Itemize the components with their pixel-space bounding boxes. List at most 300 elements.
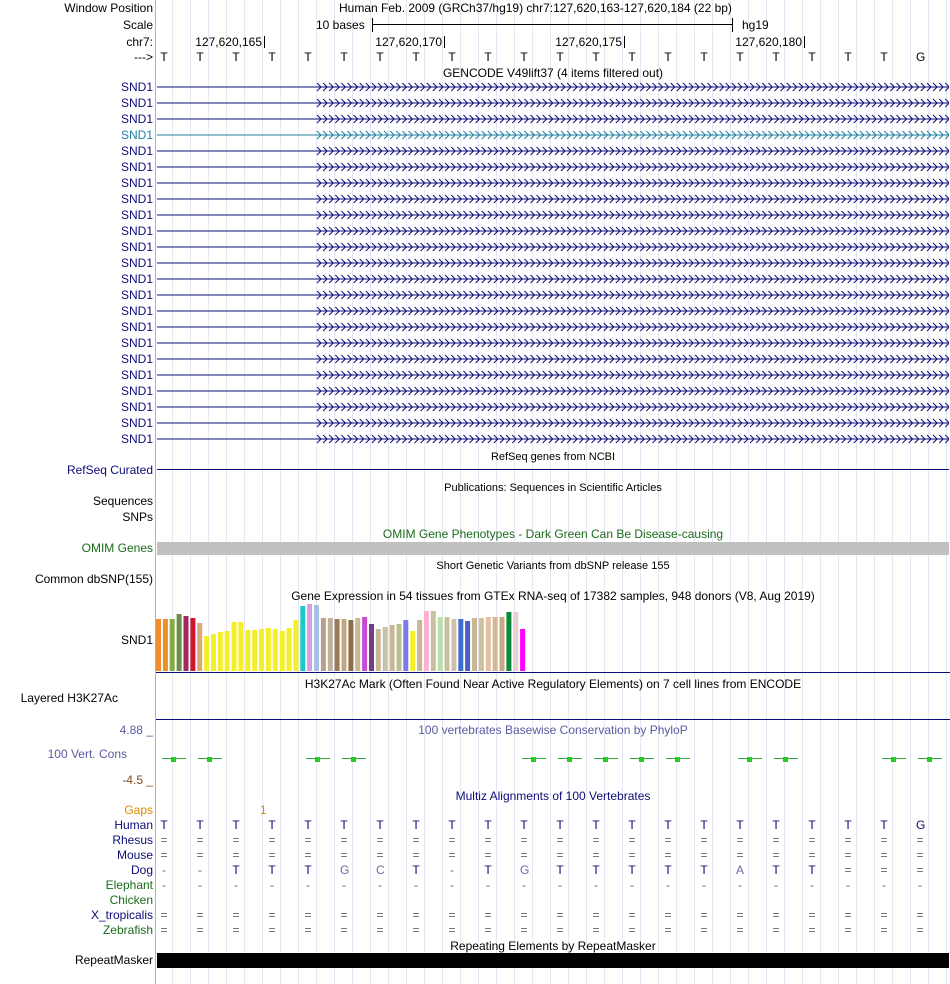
multiz-base: = [304,923,312,937]
gtex-tissue-bar[interactable] [424,611,429,671]
gtex-tissue-bar[interactable] [190,618,195,671]
multiz-base: = [628,908,636,922]
multiz-base: = [340,908,348,922]
multiz-base: - [450,863,454,877]
gtex-tissue-bar[interactable] [458,619,463,671]
multiz-base: = [664,833,672,847]
base-letter: T [412,50,420,64]
phylop-track-label[interactable]: 100 Vert. Cons [47,747,127,761]
multiz-base: = [844,848,852,862]
gtex-tissue-bar[interactable] [369,624,374,671]
multiz-base: T [484,818,492,832]
gencode-transcript[interactable] [157,130,949,140]
multiz-base: = [412,908,420,922]
gencode-transcript-label[interactable]: SND1 [120,160,153,174]
multiz-base: = [448,908,456,922]
multiz-base: = [628,923,636,937]
gencode-transcript[interactable] [157,354,949,364]
multiz-base: = [772,848,780,862]
multiz-species-label[interactable]: Dog [130,863,153,877]
multiz-base: = [808,908,816,922]
gtex-tissue-bar[interactable] [287,628,292,671]
multiz-base: T [412,863,420,877]
multiz-species-label[interactable]: Mouse [116,848,153,862]
multiz-base: - [558,878,562,892]
gencode-transcript[interactable] [157,82,949,92]
phylop-score-bar [531,757,536,762]
multiz-base: = [484,833,492,847]
phylop-min-label: -4.5 _ [122,773,153,787]
base-letter: T [592,50,600,64]
gencode-transcript[interactable] [157,370,949,380]
gaps-label: Gaps [124,803,153,817]
gencode-transcript-label[interactable]: SND1 [120,400,153,414]
multiz-base: = [664,908,672,922]
multiz-base: - [198,863,202,877]
assembly-label: hg19 [742,18,769,32]
multiz-base: = [448,833,456,847]
base-letter: T [232,50,240,64]
multiz-base: G [520,863,530,877]
phylop-score-bar [315,757,320,762]
multiz-base: = [160,833,168,847]
phylop-score-bar [567,757,572,762]
gtex-tissue-bar[interactable] [506,612,511,671]
multiz-base: - [306,878,310,892]
multiz-base: = [844,908,852,922]
multiz-base: - [630,878,634,892]
gtex-tissue-bar[interactable] [204,636,209,671]
gencode-transcript-label[interactable]: SND1 [120,144,153,158]
gtex-tissue-bar[interactable] [156,619,161,671]
multiz-base: = [520,833,528,847]
multiz-base: G [340,863,350,877]
h3k27ac-track-label[interactable]: Layered H3K27Ac [20,691,118,705]
multiz-base: T [160,818,168,832]
base-letter: T [520,50,528,64]
base-letter: T [304,50,312,64]
coordinate-tick-mark [444,36,445,48]
multiz-base: = [592,848,600,862]
multiz-base: - [702,878,706,892]
multiz-base: - [234,878,238,892]
multiz-base: = [700,833,708,847]
gtex-tissue-bar[interactable] [376,629,381,671]
multiz-base: T [304,863,312,877]
multiz-base: T [556,818,564,832]
multiz-species-label[interactable]: X_tropicalis [90,908,153,922]
publications-sequences-label[interactable]: Sequences [92,494,153,508]
gencode-transcript-label[interactable]: SND1 [120,288,153,302]
gtex-tissue-bar[interactable] [390,625,395,671]
multiz-base: - [666,878,670,892]
multiz-base: = [376,908,384,922]
multiz-base: - [918,878,922,892]
base-letter: T [844,50,852,64]
chrom-label: chr7: [126,35,153,49]
gtex-tissue-bar[interactable] [438,617,443,671]
base-letter: T [664,50,672,64]
gencode-transcript-label[interactable]: SND1 [120,208,153,222]
dbsnp-track-title[interactable]: Short Genetic Variants from dbSNP release 155 [436,560,670,572]
gtex-tissue-bar[interactable] [163,619,168,671]
gencode-transcript-label[interactable]: SND1 [120,256,153,270]
gtex-tissue-bar[interactable] [500,617,505,671]
refseq-track-title[interactable]: RefSeq genes from NCBI [490,451,616,463]
multiz-base: = [268,908,276,922]
gencode-transcript[interactable] [157,226,949,236]
multiz-base: = [592,833,600,847]
multiz-base: = [304,833,312,847]
gtex-tissue-bar[interactable] [293,620,298,671]
multiz-base: = [196,848,204,862]
gencode-transcript[interactable] [157,290,949,300]
multiz-base: T [880,818,888,832]
gencode-transcript[interactable] [157,98,949,108]
multiz-track-title[interactable]: Multiz Alignments of 100 Vertebrates [455,789,651,803]
repeatmasker-bar[interactable] [157,953,949,968]
gtex-tissue-bar[interactable] [486,617,491,671]
gtex-tissue-bar[interactable] [232,622,237,671]
multiz-base: - [342,878,346,892]
gtex-tissue-bar[interactable] [383,627,388,671]
multiz-base: = [772,923,780,937]
gtex-tissue-bar[interactable] [280,631,285,671]
phylop-score-bar [783,757,788,762]
coordinate-tick-label: 127,620,165 [195,35,262,49]
coordinate-tick-label: 127,620,175 [555,35,622,49]
multiz-species-label[interactable]: Zebrafish [102,923,153,937]
gtex-tissue-bar[interactable] [513,612,518,671]
gtex-tissue-bar[interactable] [465,621,470,671]
publications-track-title[interactable]: Publications: Sequences in Scientific Articles [444,482,662,494]
multiz-base: = [232,848,240,862]
gtex-tissue-bar[interactable] [355,618,360,671]
multiz-base: = [844,863,852,877]
scale-bar-left-tick [372,18,373,32]
multiz-base: T [844,818,852,832]
multiz-base: - [270,878,274,892]
gtex-tissue-bar[interactable] [218,632,223,671]
gtex-tissue-bar[interactable] [245,630,250,671]
multiz-base: = [340,923,348,937]
gtex-tissue-bar[interactable] [335,619,340,671]
gencode-transcript-label[interactable]: SND1 [120,224,153,238]
gencode-transcript[interactable] [157,306,949,316]
gencode-transcript-label[interactable]: SND1 [120,384,153,398]
gtex-tissue-bar[interactable] [225,631,230,671]
gtex-tissue-bar[interactable] [307,604,312,671]
phylop-score-bar [927,757,932,762]
h3k27ac-track-title[interactable]: H3K27Ac Mark (Often Found Near Active Regulatory Elements) on 7 cell lines from ENCODE [304,677,802,691]
gencode-transcript[interactable] [157,418,949,428]
gtex-track-title[interactable]: Gene Expression in 54 tissues from GTEx RNA-seq of 17382 samples, 948 donors (V8, Aug 2019) [291,589,815,603]
multiz-base: C [376,863,385,877]
multiz-base: = [160,923,168,937]
phylop-signal[interactable] [156,750,950,774]
gtex-tissue-bar[interactable] [451,619,456,671]
multiz-base: T [196,818,204,832]
multiz-base: = [448,923,456,937]
position-text: Human Feb. 2009 (GRCh37/hg19) chr7:127,620,163-127,620,184 (22 bp) [339,1,732,15]
multiz-base: = [556,848,564,862]
multiz-base: T [700,818,708,832]
gtex-tissue-bar[interactable] [266,628,271,671]
multiz-base: - [774,878,778,892]
refseq-gene-line[interactable] [157,469,949,470]
gtex-tissue-bar[interactable] [252,630,257,671]
multiz-base: T [700,863,708,877]
multiz-base: - [450,878,454,892]
multiz-base: = [196,923,204,937]
gtex-tissue-bar[interactable] [342,619,347,671]
gencode-transcript-label[interactable]: SND1 [120,432,153,446]
multiz-base: T [736,818,744,832]
multiz-base: = [880,908,888,922]
multiz-base: = [916,908,924,922]
gencode-transcript-label[interactable]: SND1 [120,416,153,430]
dbsnp-track-label[interactable]: Common dbSNP(155) [34,572,153,586]
multiz-base: = [484,923,492,937]
multiz-base: = [196,908,204,922]
gtex-tissue-bar[interactable] [300,606,305,671]
gtex-tissue-bar[interactable] [177,614,182,671]
multiz-base: = [232,833,240,847]
multiz-base: = [664,923,672,937]
gencode-transcript[interactable] [157,162,949,172]
multiz-base: = [520,848,528,862]
gtex-tissue-bar[interactable] [362,617,367,671]
gtex-tissue-bar[interactable] [321,618,326,671]
gencode-transcript[interactable] [157,338,949,348]
gencode-transcript-label[interactable]: SND1 [120,128,153,142]
multiz-base: = [232,923,240,937]
repeatmasker-track-title[interactable]: Repeating Elements by RepeatMasker [450,939,656,953]
gencode-transcript-label[interactable]: SND1 [120,240,153,254]
gencode-transcript-label[interactable]: SND1 [120,192,153,206]
base-letter: T [268,50,276,64]
coordinate-tick-mark [624,36,625,48]
multiz-base: = [556,923,564,937]
base-letter: T [628,50,636,64]
multiz-base: T [556,863,564,877]
multiz-base: - [594,878,598,892]
gencode-transcript[interactable] [157,274,949,284]
multiz-base: - [810,878,814,892]
multiz-base: = [268,848,276,862]
gencode-transcript-label[interactable]: SND1 [120,96,153,110]
multiz-base: T [448,818,456,832]
gencode-transcript-label[interactable]: SND1 [120,272,153,286]
phylop-score-bar [603,757,608,762]
multiz-base: = [520,923,528,937]
phylop-score-bar [747,757,752,762]
multiz-base: - [378,878,382,892]
gencode-transcript[interactable] [157,146,949,156]
multiz-base: = [772,908,780,922]
gencode-transcript-label[interactable]: SND1 [120,352,153,366]
multiz-base: T [520,818,528,832]
multiz-base: = [484,908,492,922]
gencode-transcript[interactable] [157,322,949,332]
gtex-tissue-bar[interactable] [520,629,525,671]
multiz-base: T [592,863,600,877]
phylop-track-title[interactable]: 100 vertebrates Basewise Conservation by PhyloP [418,723,688,737]
base-letter: T [340,50,348,64]
multiz-base: = [628,833,636,847]
gtex-tissue-bar[interactable] [472,618,477,671]
h3k27ac-baseline [156,719,950,720]
gtex-tissue-bar[interactable] [197,623,202,671]
multiz-base: T [592,818,600,832]
omim-track-label[interactable]: OMIM Genes [81,541,153,555]
gencode-transcript-label[interactable]: SND1 [120,320,153,334]
multiz-base: - [162,878,166,892]
omim-gene-bar[interactable] [157,542,949,555]
multiz-base: = [160,848,168,862]
window-position-label: Window Position [64,1,153,15]
multiz-base: = [196,833,204,847]
gtex-bar-chart[interactable] [155,603,555,671]
multiz-base: - [522,878,526,892]
base-letter: T [484,50,492,64]
gtex-track-label[interactable]: SND1 [120,633,153,647]
multiz-base: T [664,818,672,832]
multiz-base: T [628,863,636,877]
multiz-base: T [376,818,384,832]
multiz-base: = [700,908,708,922]
multiz-base: T [232,818,240,832]
gencode-transcript[interactable] [157,258,949,268]
multiz-base: = [736,833,744,847]
gtex-tissue-bar[interactable] [211,634,216,671]
multiz-base: - [738,878,742,892]
base-letter: T [772,50,780,64]
multiz-species-label[interactable]: Human [114,818,153,832]
gtex-tissue-bar[interactable] [410,631,415,671]
phylop-score-bar [171,757,176,762]
multiz-base: - [414,878,418,892]
publications-snps-label[interactable]: SNPs [122,510,153,524]
multiz-base: T [664,863,672,877]
gtex-tissue-bar[interactable] [417,620,422,671]
multiz-base: - [846,878,850,892]
multiz-base: T [268,818,276,832]
multiz-species-label[interactable]: Elephant [105,878,153,892]
gtex-tissue-bar[interactable] [493,617,498,671]
gtex-tissue-bar[interactable] [259,629,264,671]
gtex-tissue-bar[interactable] [403,620,408,671]
multiz-base: = [808,833,816,847]
gtex-tissue-bar[interactable] [238,622,243,671]
gtex-tissue-bar[interactable] [431,611,436,671]
gtex-baseline [156,672,950,673]
multiz-base: = [592,923,600,937]
gtex-tissue-bar[interactable] [170,619,175,671]
gencode-transcript[interactable] [157,210,949,220]
multiz-base: = [700,848,708,862]
multiz-base: = [340,848,348,862]
multiz-base: T [268,863,276,877]
coordinate-tick-mark [804,36,805,48]
multiz-base: = [556,833,564,847]
multiz-base: = [628,848,636,862]
multiz-base: = [736,848,744,862]
multiz-base: T [772,863,780,877]
base-letter: T [880,50,888,64]
multiz-base: G [916,818,926,832]
multiz-base: T [808,863,816,877]
multiz-base: = [448,848,456,862]
multiz-base: = [520,908,528,922]
gencode-transcript-label[interactable]: SND1 [120,80,153,94]
gtex-tissue-bar[interactable] [479,618,484,671]
gencode-transcript-label[interactable]: SND1 [120,304,153,318]
multiz-base: = [592,908,600,922]
scale-label: Scale [122,18,153,32]
gtex-tissue-bar[interactable] [328,618,333,671]
multiz-species-label[interactable]: Rhesus [112,833,153,847]
multiz-base: = [412,833,420,847]
gencode-transcript-label[interactable]: SND1 [120,176,153,190]
base-letter: T [160,50,168,64]
gencode-transcript-label[interactable]: SND1 [120,112,153,126]
gencode-transcript-label[interactable]: SND1 [120,336,153,350]
gtex-tissue-bar[interactable] [445,617,450,671]
multiz-base: = [664,848,672,862]
gencode-transcript[interactable] [157,114,949,124]
refseq-track-label[interactable]: RefSeq Curated [66,463,153,477]
gencode-transcript[interactable] [157,402,949,412]
multiz-base: = [772,833,780,847]
base-letter: G [916,50,926,64]
gtex-tissue-bar[interactable] [397,624,402,671]
multiz-base: = [376,848,384,862]
gtex-tissue-bar[interactable] [314,605,319,671]
phylop-score-bar [639,757,644,762]
gencode-track-title[interactable]: GENCODE V49lift37 (4 items filtered out) [442,66,664,80]
base-letter: T [808,50,816,64]
multiz-base: = [700,923,708,937]
gap-count: 1 [260,803,267,817]
multiz-base: T [340,818,348,832]
scale-text: 10 bases [316,18,365,32]
gencode-transcript[interactable] [157,178,949,188]
gencode-transcript-label[interactable]: SND1 [120,368,153,382]
gencode-transcript[interactable] [157,386,949,396]
multiz-base: = [880,863,888,877]
multiz-base: = [736,908,744,922]
gtex-tissue-bar[interactable] [348,620,353,671]
gencode-transcript[interactable] [157,434,949,444]
gencode-transcript[interactable] [157,242,949,252]
multiz-base: T [232,863,240,877]
gencode-transcript[interactable] [157,194,949,204]
repeatmasker-track-label[interactable]: RepeatMasker [74,953,153,967]
multiz-base: = [916,848,924,862]
multiz-species-label[interactable]: Chicken [109,893,153,907]
scale-bar [372,24,733,25]
multiz-base: = [808,848,816,862]
base-letter: T [736,50,744,64]
multiz-base: - [486,878,490,892]
omim-track-title[interactable]: OMIM Gene Phenotypes - Dark Green Can Be Disease-causing [382,527,724,541]
coordinate-tick-label: 127,620,170 [375,35,442,49]
multiz-base: = [268,833,276,847]
multiz-base: = [232,908,240,922]
gtex-tissue-bar[interactable] [184,616,189,671]
gtex-tissue-bar[interactable] [273,629,278,671]
